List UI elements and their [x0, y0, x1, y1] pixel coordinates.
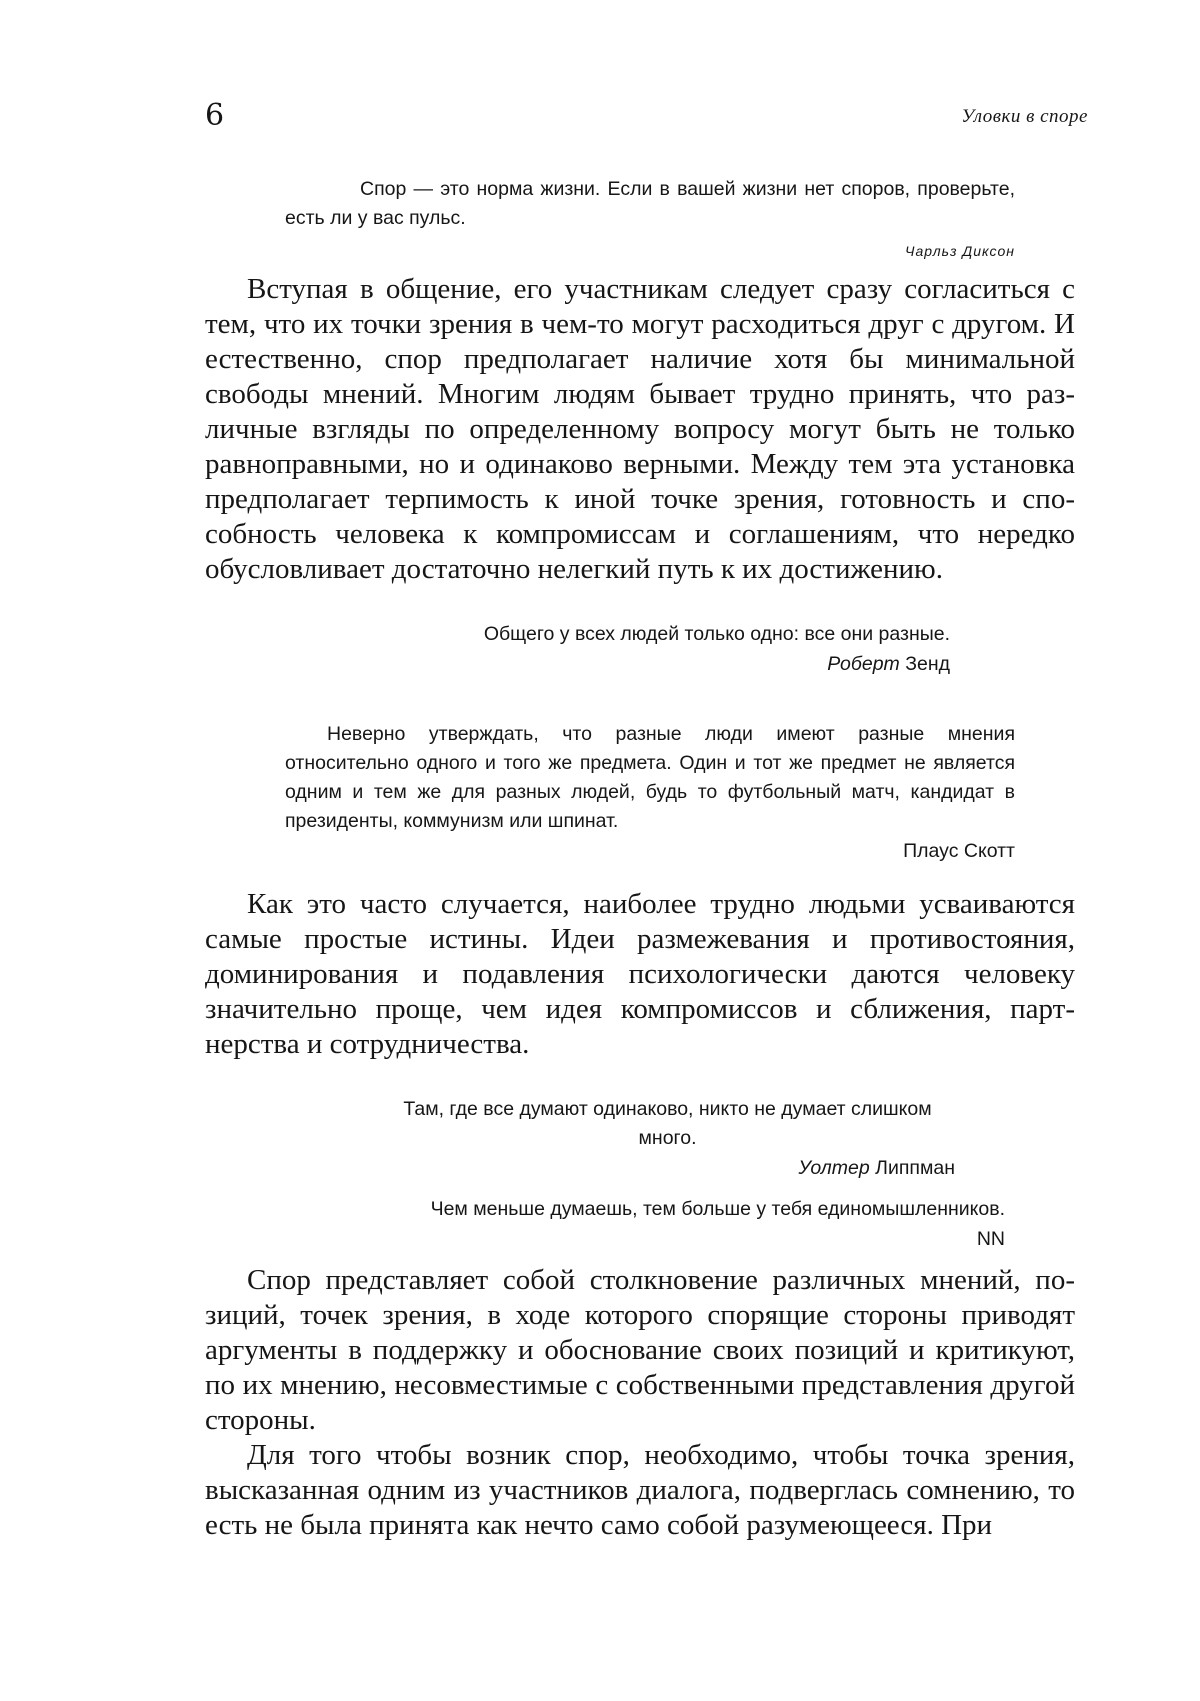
- page-number: 6: [205, 98, 224, 134]
- epigraph-author-family: Диксон: [962, 243, 1015, 259]
- paragraph: Для того чтобы возник спор, необходимо, чтобы точка зрения, высказанная одним из участников диалога, подверглась сомнению, то есть не была принята как нечто само собой разумеющееся. При: [205, 1438, 1075, 1543]
- epigraph-quote: Чем меньше думаешь, тем больше у тебя единомышленников.: [340, 1195, 1005, 1224]
- body-text-block: [205, 887, 1075, 1062]
- epigraph-author: [380, 1154, 955, 1183]
- epigraph: [380, 1095, 955, 1183]
- epigraph-author-family: NN: [977, 1228, 1005, 1250]
- paragraph: Как это часто случается, наиболее трудно людьми усваиваются самые простые истины. Идеи размежевания и противостояния, доминирования и подавления психологически даются человеку значительно проще, чем идея компромиссов и сближения, парт­нерства и сотрудничества.: [205, 887, 1075, 1062]
- paragraph: Спор представляет собой столкновение различных мнений, по­зиций, точек зрения, в ходе которого спорящие стороны приводят аргументы в поддержку и обоснование своих позиций и критику­ют, по их мнению, несовместимые с собственными представления другой стороны.: [205, 1263, 1075, 1438]
- epigraph-quote: Спор — это норма жизни. Если в вашей жизни нет споров, проверьте, есть ли у вас пульс.: [285, 175, 1015, 233]
- epigraph-author-family: Плаус Скотт: [903, 840, 1015, 862]
- running-header: Уловки в споре: [961, 106, 1088, 128]
- epigraph-author-family: Зенд: [905, 653, 950, 675]
- epigraph: [285, 720, 1015, 866]
- epigraph-quote: Там, где все думают одинаково, никто не думает слишком много.: [380, 1095, 955, 1153]
- epigraph-author: [370, 650, 950, 679]
- body-text-block: [205, 1263, 1075, 1543]
- epigraph-author-given: Роберт: [827, 653, 900, 675]
- epigraph: [340, 1195, 1005, 1254]
- epigraph-author: [340, 1225, 1005, 1254]
- epigraph-author: [285, 837, 1015, 866]
- epigraph: [285, 175, 1015, 266]
- epigraph-quote: Общего у всех людей только одно: все они разные.: [370, 620, 950, 649]
- epigraph-author-given: Чарльз: [905, 243, 957, 259]
- epigraph-author-family: Липпман: [875, 1157, 955, 1179]
- book-page: [0, 0, 1200, 1701]
- epigraph-author-given: Уолтер: [798, 1157, 869, 1179]
- body-text-block: [205, 272, 1075, 587]
- paragraph: Вступая в общение, его участникам следует сразу согласиться с тем, что их точки зрения в чем-то могут расходиться друг с другом. И естественно, спор предполагает наличие хотя бы минимальной свободы мнений. Многим людям бывает трудно принять, что раз­личные взгляды по определенному вопросу могут быть не только равноправными, но и одинаково верными. Между тем эта установка предполагает терпимость к иной точке зрения, готовность и спо­собность человека к компромиссам и соглашениям, что нередко обусловливает достаточно нелегкий путь к их достижению.: [205, 272, 1075, 587]
- epigraph-quote: Неверно утверждать, что разные люди имеют разные мнения относительно одного и того же предмета. Один и тот же предмет не является одним и тем же для разных людей, будь то футболь­ный матч, кандидат в президенты, коммунизм или шпинат.: [285, 720, 1015, 836]
- epigraph: [370, 620, 950, 679]
- epigraph-author: [285, 237, 1015, 266]
